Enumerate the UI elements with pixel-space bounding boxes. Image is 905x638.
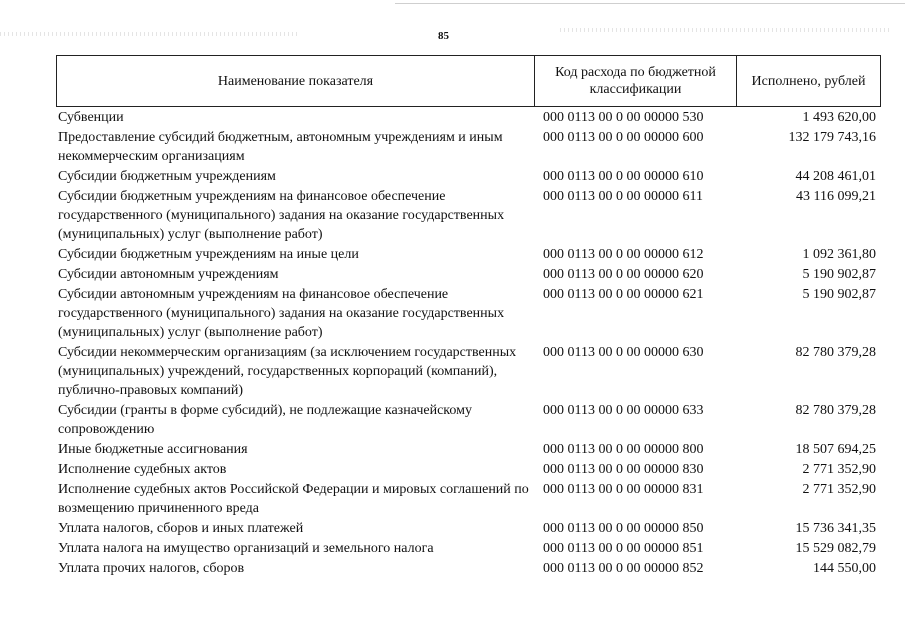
row-code: 000 0113 00 0 00 00000 610 bbox=[543, 169, 704, 184]
row-amount: 132 179 743,16 bbox=[788, 130, 876, 145]
row-code: 000 0113 00 0 00 00000 851 bbox=[543, 541, 704, 556]
row-amount: 15 529 082,79 bbox=[795, 541, 876, 556]
table-row bbox=[56, 460, 880, 480]
column-header-code: Код расхода по бюджетной классификации bbox=[535, 56, 737, 107]
scan-noise bbox=[0, 32, 300, 36]
row-code: 000 0113 00 0 00 00000 831 bbox=[543, 482, 704, 497]
row-amount: 18 507 694,25 bbox=[795, 442, 876, 457]
table-row bbox=[56, 245, 880, 265]
page-number: 85 bbox=[438, 30, 449, 42]
row-amount: 2 771 352,90 bbox=[802, 482, 876, 497]
row-code: 000 0113 00 0 00 00000 633 bbox=[543, 403, 704, 418]
row-code: 000 0113 00 0 00 00000 530 bbox=[543, 110, 704, 125]
row-amount: 144 550,00 bbox=[813, 561, 876, 576]
row-amount: 82 780 379,28 bbox=[795, 345, 876, 360]
table-row bbox=[56, 343, 880, 401]
row-code: 000 0113 00 0 00 00000 850 bbox=[543, 521, 704, 536]
column-header-amount: Исполнено, рублей bbox=[737, 56, 881, 107]
row-code: 000 0113 00 0 00 00000 830 bbox=[543, 462, 704, 477]
row-amount: 5 190 902,87 bbox=[802, 287, 876, 302]
row-name: Иные бюджетные ассигнования bbox=[58, 442, 248, 457]
row-name: Исполнение судебных актов bbox=[58, 462, 227, 477]
table-row bbox=[56, 401, 880, 440]
row-name: Субсидии бюджетным учреждениям на иные цели bbox=[58, 247, 359, 262]
table-body bbox=[56, 108, 880, 579]
row-name: Исполнение судебных актов Российской Федерации и мировых соглашений по возмещению причиненного вреда bbox=[58, 482, 529, 516]
row-code: 000 0113 00 0 00 00000 611 bbox=[543, 189, 703, 204]
table-row bbox=[56, 519, 880, 539]
table-row bbox=[56, 128, 880, 167]
table-row bbox=[56, 559, 880, 579]
row-amount: 82 780 379,28 bbox=[795, 403, 876, 418]
row-amount: 5 190 902,87 bbox=[802, 267, 876, 282]
row-name: Субсидии некоммерческим организациям (за исключением государственных (муниципальных) учреждений, государственных корпораций (компаний), публично-правовых компаний) bbox=[58, 345, 517, 398]
table-row bbox=[56, 108, 880, 128]
table-row bbox=[56, 539, 880, 559]
table-row bbox=[56, 265, 880, 285]
row-name: Уплата налога на имущество организаций и земельного налога bbox=[58, 541, 434, 556]
row-code: 000 0113 00 0 00 00000 620 bbox=[543, 267, 704, 282]
row-name: Субсидии бюджетным учреждениям bbox=[58, 169, 276, 184]
table-header bbox=[56, 55, 881, 107]
row-amount: 15 736 341,35 bbox=[795, 521, 876, 536]
row-code: 000 0113 00 0 00 00000 852 bbox=[543, 561, 704, 576]
table-row bbox=[56, 187, 880, 245]
row-name: Субвенции bbox=[58, 110, 124, 125]
row-amount: 43 116 099,21 bbox=[796, 189, 876, 204]
row-name: Субсидии бюджетным учреждениям на финансовое обеспечение государственного (муниципального) задания на оказание государственных (муниципальных) услуг (выполнение работ) bbox=[58, 189, 505, 242]
row-amount: 1 092 361,80 bbox=[802, 247, 876, 262]
row-name: Субсидии автономным учреждениям на финансовое обеспечение государственного (муниципального) задания на оказание государственных (муниципальных) услуг (выполнение работ) bbox=[58, 287, 505, 340]
row-code: 000 0113 00 0 00 00000 600 bbox=[543, 130, 704, 145]
row-name: Субсидии (гранты в форме субсидий), не подлежащие казначейскому сопровождению bbox=[58, 403, 472, 437]
row-code: 000 0113 00 0 00 00000 612 bbox=[543, 247, 704, 262]
row-code: 000 0113 00 0 00 00000 800 bbox=[543, 442, 704, 457]
top-rule bbox=[395, 3, 905, 4]
row-code: 000 0113 00 0 00 00000 630 bbox=[543, 345, 704, 360]
row-name: Субсидии автономным учреждениям bbox=[58, 267, 279, 282]
scan-noise bbox=[560, 28, 890, 32]
table-row bbox=[56, 285, 880, 343]
table-row bbox=[56, 167, 880, 187]
table-row bbox=[56, 440, 880, 460]
row-name: Уплата прочих налогов, сборов bbox=[58, 561, 245, 576]
table-row bbox=[56, 480, 880, 519]
row-name: Уплата налогов, сборов и иных платежей bbox=[58, 521, 304, 536]
row-code: 000 0113 00 0 00 00000 621 bbox=[543, 287, 704, 302]
row-amount: 44 208 461,01 bbox=[795, 169, 876, 184]
column-header-name: Наименование показателя bbox=[57, 56, 535, 107]
row-name: Предоставление субсидий бюджетным, автономным учреждениям и иным некоммерческим организациям bbox=[58, 130, 503, 164]
row-amount: 1 493 620,00 bbox=[802, 110, 876, 125]
row-amount: 2 771 352,90 bbox=[802, 462, 876, 477]
